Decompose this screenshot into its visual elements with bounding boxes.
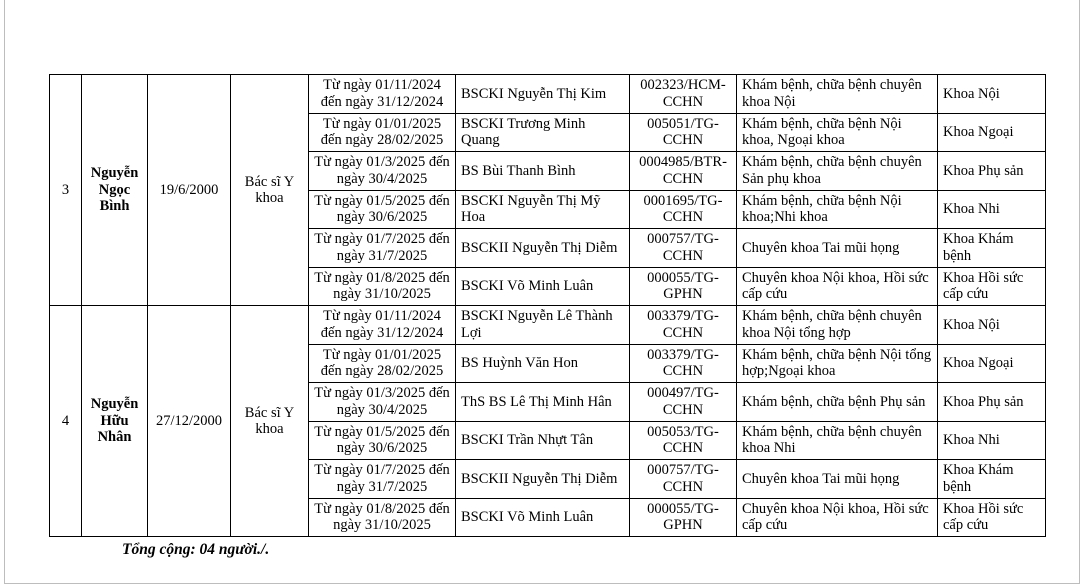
license-number: 003379/TG-CCHN xyxy=(630,306,737,345)
practice-period: Từ ngày 01/11/2024 đến ngày 31/12/2024 xyxy=(309,75,456,114)
license-number: 000757/TG-CCHN xyxy=(630,229,737,268)
professional-title: Bác sĩ Y khoa xyxy=(231,306,309,537)
practice-period: Từ ngày 01/01/2025 đến ngày 28/02/2025 xyxy=(309,113,456,152)
date-of-birth: 27/12/2000 xyxy=(148,306,231,537)
practice-scope: Khám bệnh, chữa bệnh Nội khoa, Ngoại khoa xyxy=(737,113,938,152)
supervisor-name: BSCKI Trương Minh Quang xyxy=(456,113,630,152)
department-name: Khoa Ngoại xyxy=(938,344,1046,383)
row-number: 3 xyxy=(50,75,82,306)
practice-scope: Khám bệnh, chữa bệnh chuyên khoa Nội tổng hợp xyxy=(737,306,938,345)
practice-period: Từ ngày 01/7/2025 đến ngày 31/7/2025 xyxy=(309,229,456,268)
license-number: 003379/TG-CCHN xyxy=(630,344,737,383)
supervisor-name: BSCKI Võ Minh Luân xyxy=(456,498,630,537)
license-number: 002323/HCM-CCHN xyxy=(630,75,737,114)
practice-period: Từ ngày 01/3/2025 đến ngày 30/4/2025 xyxy=(309,152,456,191)
practitioner-name: Nguyễn Ngọc Bình xyxy=(82,75,148,306)
supervisor-name: BS Bùi Thanh Bình xyxy=(456,152,630,191)
department-name: Khoa Nhi xyxy=(938,190,1046,229)
license-number: 000055/TG-GPHN xyxy=(630,267,737,306)
department-name: Khoa Nhi xyxy=(938,421,1046,460)
license-number: 005051/TG-CCHN xyxy=(630,113,737,152)
license-number: 000757/TG-CCHN xyxy=(630,460,737,499)
department-name: Khoa Phụ sản xyxy=(938,383,1046,422)
professional-title: Bác sĩ Y khoa xyxy=(231,75,309,306)
license-number: 000497/TG-CCHN xyxy=(630,383,737,422)
table-row xyxy=(50,75,1046,114)
practice-period: Từ ngày 01/5/2025 đến ngày 30/6/2025 xyxy=(309,421,456,460)
supervisor-name: BSCKII Nguyễn Thị Diễm xyxy=(456,229,630,268)
practice-scope: Khám bệnh, chữa bệnh chuyên Sản phụ khoa xyxy=(737,152,938,191)
practice-period: Từ ngày 01/11/2024 đến ngày 31/12/2024 xyxy=(309,306,456,345)
department-name: Khoa Khám bệnh xyxy=(938,460,1046,499)
supervisor-name: BSCKI Võ Minh Luân xyxy=(456,267,630,306)
license-number: 000055/TG-GPHN xyxy=(630,498,737,537)
supervisor-name: BSCKII Nguyễn Thị Diễm xyxy=(456,460,630,499)
practice-period: Từ ngày 01/8/2025 đến ngày 31/10/2025 xyxy=(309,498,456,537)
license-number: 0001695/TG-CCHN xyxy=(630,190,737,229)
supervisor-name: BS Huỳnh Văn Hon xyxy=(456,344,630,383)
practice-scope: Chuyên khoa Nội khoa, Hồi sức cấp cứu xyxy=(737,498,938,537)
practice-scope: Khám bệnh, chữa bệnh chuyên khoa Nhi xyxy=(737,421,938,460)
supervisor-name: BSCKI Nguyễn Lê Thành Lợi xyxy=(456,306,630,345)
supervisor-name: ThS BS Lê Thị Minh Hân xyxy=(456,383,630,422)
department-name: Khoa Hồi sức cấp cứu xyxy=(938,267,1046,306)
practice-scope: Khám bệnh, chữa bệnh Nội khoa;Nhi khoa xyxy=(737,190,938,229)
practice-scope: Chuyên khoa Tai mũi họng xyxy=(737,229,938,268)
date-of-birth: 19/6/2000 xyxy=(148,75,231,306)
practice-scope: Khám bệnh, chữa bệnh chuyên khoa Nội xyxy=(737,75,938,114)
total-count: Tổng cộng: 04 người./. xyxy=(122,541,270,558)
practice-scope: Chuyên khoa Nội khoa, Hồi sức cấp cứu xyxy=(737,267,938,306)
department-name: Khoa Hồi sức cấp cứu xyxy=(938,498,1046,537)
license-number: 0004985/BTR-CCHN xyxy=(630,152,737,191)
department-name: Khoa Nội xyxy=(938,306,1046,345)
department-name: Khoa Phụ sản xyxy=(938,152,1046,191)
practitioner-name: Nguyễn Hữu Nhân xyxy=(82,306,148,537)
supervisor-name: BSCKI Nguyễn Thị Mỹ Hoa xyxy=(456,190,630,229)
practice-scope: Khám bệnh, chữa bệnh Nội tổng hợp;Ngoại khoa xyxy=(737,344,938,383)
department-name: Khoa Nội xyxy=(938,75,1046,114)
supervisor-name: BSCKI Nguyễn Thị Kim xyxy=(456,75,630,114)
supervisor-name: BSCKI Trần Nhựt Tân xyxy=(456,421,630,460)
license-number: 005053/TG-CCHN xyxy=(630,421,737,460)
practice-scope: Chuyên khoa Tai mũi họng xyxy=(737,460,938,499)
table-row xyxy=(50,306,1046,345)
practice-scope: Khám bệnh, chữa bệnh Phụ sản xyxy=(737,383,938,422)
practice-period: Từ ngày 01/7/2025 đến ngày 31/7/2025 xyxy=(309,460,456,499)
practice-period: Từ ngày 01/3/2025 đến ngày 30/4/2025 xyxy=(309,383,456,422)
practice-period: Từ ngày 01/01/2025 đến ngày 28/02/2025 xyxy=(309,344,456,383)
department-name: Khoa Khám bệnh xyxy=(938,229,1046,268)
practice-period: Từ ngày 01/5/2025 đến ngày 30/6/2025 xyxy=(309,190,456,229)
table-body xyxy=(50,75,1046,537)
department-name: Khoa Ngoại xyxy=(938,113,1046,152)
practice-registration-table xyxy=(49,74,1046,537)
row-number: 4 xyxy=(50,306,82,537)
practice-period: Từ ngày 01/8/2025 đến ngày 31/10/2025 xyxy=(309,267,456,306)
